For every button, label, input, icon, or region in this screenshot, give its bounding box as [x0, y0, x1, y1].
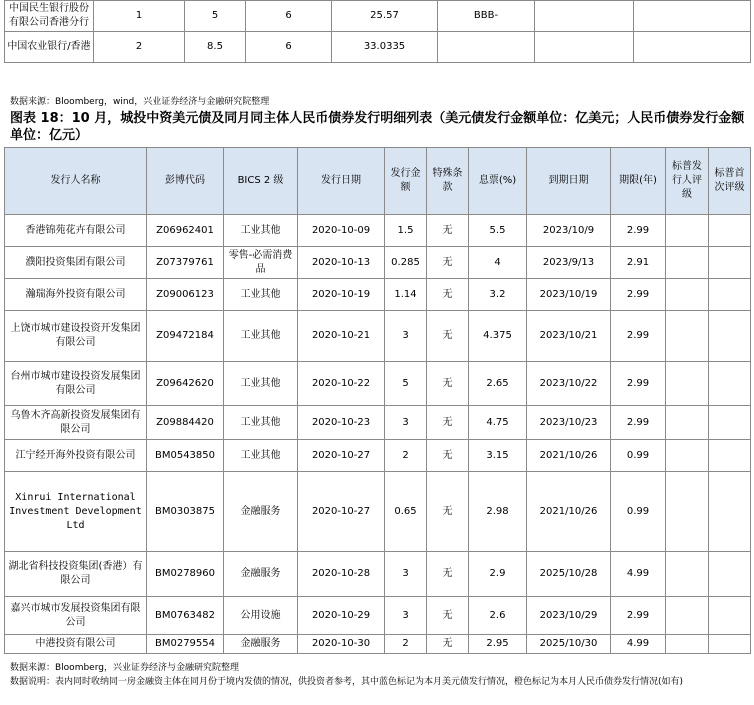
cell-issuer: 上饶市城市建设投资开发集团有限公司 — [5, 311, 147, 362]
cell-amount: 2 — [385, 440, 427, 472]
cell-amount: 2 — [385, 635, 427, 654]
prev-table-row — [5, 32, 751, 63]
prev-cell-c2: 5 — [185, 1, 246, 32]
cell-bics: 工业其他 — [224, 362, 298, 406]
cell-sp-first — [709, 635, 751, 654]
prev-cell-issuer: 中国农业银行/香港 — [5, 32, 94, 63]
cell-sp-issuer — [666, 635, 709, 654]
column-header: 到期日期 — [527, 148, 611, 215]
cell-bics: 工业其他 — [224, 279, 298, 311]
cell-special: 无 — [427, 311, 469, 362]
cell-maturity: 2023/10/9 — [527, 215, 611, 247]
cell-bics: 工业其他 — [224, 311, 298, 362]
cell-bics: 金融服务 — [224, 472, 298, 552]
cell-bics: 零售-必需消费品 — [224, 247, 298, 279]
cell-code: BM0303875 — [147, 472, 224, 552]
cell-date: 2020-10-28 — [298, 552, 385, 597]
cell-sp-first — [709, 247, 751, 279]
cell-issuer: 香港锦苑花卉有限公司 — [5, 215, 147, 247]
cell-code: Z07379761 — [147, 247, 224, 279]
cell-special: 无 — [427, 440, 469, 472]
cell-coupon: 4 — [469, 247, 527, 279]
header-row — [5, 148, 751, 215]
table-row — [5, 597, 751, 635]
cell-amount: 1.14 — [385, 279, 427, 311]
cell-issuer: 瀚瑞海外投资有限公司 — [5, 279, 147, 311]
cell-special: 无 — [427, 215, 469, 247]
table-row — [5, 406, 751, 440]
cell-issuer: Xinrui International Investment Development Ltd — [5, 472, 147, 552]
cell-special: 无 — [427, 406, 469, 440]
prev-cell-c6 — [535, 32, 634, 63]
table-row — [5, 215, 751, 247]
cell-coupon: 2.65 — [469, 362, 527, 406]
cell-sp-first — [709, 597, 751, 635]
table-row — [5, 311, 751, 362]
cell-issuer: 嘉兴市城市发展投资集团有限公司 — [5, 597, 147, 635]
cell-maturity: 2023/10/29 — [527, 597, 611, 635]
cell-maturity: 2025/10/28 — [527, 552, 611, 597]
cell-date: 2020-10-09 — [298, 215, 385, 247]
issuance-detail-table — [4, 147, 751, 654]
prev-cell-issuer: 中国民生银行股份有限公司香港分行 — [5, 1, 94, 32]
cell-sp-first — [709, 440, 751, 472]
cell-coupon: 5.5 — [469, 215, 527, 247]
cell-sp-issuer — [666, 552, 709, 597]
column-header: 发行日期 — [298, 148, 385, 215]
cell-date: 2020-10-13 — [298, 247, 385, 279]
table-row — [5, 247, 751, 279]
cell-bics: 工业其他 — [224, 215, 298, 247]
prev-cell-c1: 2 — [94, 32, 185, 63]
cell-term: 0.99 — [611, 440, 666, 472]
cell-amount: 0.285 — [385, 247, 427, 279]
cell-issuer: 江宁经开海外投资有限公司 — [5, 440, 147, 472]
cell-coupon: 2.98 — [469, 472, 527, 552]
cell-sp-issuer — [666, 597, 709, 635]
cell-amount: 0.65 — [385, 472, 427, 552]
cell-term: 2.91 — [611, 247, 666, 279]
prev-cell-c5: BBB- — [438, 1, 535, 32]
cell-amount: 1.5 — [385, 215, 427, 247]
cell-amount: 3 — [385, 552, 427, 597]
cell-bics: 工业其他 — [224, 406, 298, 440]
cell-coupon: 2.95 — [469, 635, 527, 654]
cell-date: 2020-10-30 — [298, 635, 385, 654]
cell-amount: 5 — [385, 362, 427, 406]
prev-cell-c2: 8.5 — [185, 32, 246, 63]
cell-code: Z09642620 — [147, 362, 224, 406]
cell-special: 无 — [427, 635, 469, 654]
cell-coupon: 4.375 — [469, 311, 527, 362]
prev-cell-c3: 6 — [246, 1, 332, 32]
column-header: 期限(年) — [611, 148, 666, 215]
cell-sp-first — [709, 279, 751, 311]
cell-sp-issuer — [666, 440, 709, 472]
prev-cell-c4: 33.0335 — [332, 32, 438, 63]
cell-sp-first — [709, 552, 751, 597]
column-header: 标普首次评级 — [709, 148, 751, 215]
cell-amount: 3 — [385, 597, 427, 635]
prev-cell-c1: 1 — [94, 1, 185, 32]
cell-bics: 金融服务 — [224, 552, 298, 597]
data-explanation: 数据说明：表内同时收纳同一房金融资主体在同月份于境内发债的情况，供投资者参考，其中蓝色标记为本月美元债发行情况，橙色标记为本月人民币债券发行情况(如有) — [10, 677, 684, 687]
prev-cell-c5 — [438, 32, 535, 63]
cell-maturity: 2025/10/30 — [527, 635, 611, 654]
column-header: BICS 2 级 — [224, 148, 298, 215]
column-header: 特殊条款 — [427, 148, 469, 215]
prev-cell-c4: 25.57 — [332, 1, 438, 32]
column-header: 标普发行人评级 — [666, 148, 709, 215]
cell-sp-issuer — [666, 362, 709, 406]
cell-coupon: 3.2 — [469, 279, 527, 311]
prev-cell-c7 — [634, 1, 751, 32]
table-row — [5, 362, 751, 406]
table-row — [5, 635, 751, 654]
table-caption: 图表 18：10 月，城投中资美元债及同月同主体人民币债券发行明细列表（美元债发行金额单位：亿美元；人民币债券发行金额单位：亿元） — [10, 111, 745, 143]
cell-bics: 公用设施 — [224, 597, 298, 635]
cell-coupon: 2.6 — [469, 597, 527, 635]
cell-date: 2020-10-27 — [298, 472, 385, 552]
cell-sp-issuer — [666, 215, 709, 247]
cell-sp-issuer — [666, 406, 709, 440]
cell-issuer: 濮阳投资集团有限公司 — [5, 247, 147, 279]
cell-maturity: 2023/10/23 — [527, 406, 611, 440]
cell-date: 2020-10-22 — [298, 362, 385, 406]
cell-date: 2020-10-21 — [298, 311, 385, 362]
cell-maturity: 2021/10/26 — [527, 440, 611, 472]
cell-term: 2.99 — [611, 362, 666, 406]
cell-code: Z09006123 — [147, 279, 224, 311]
cell-issuer: 湖北省科技投资集团(香港）有限公司 — [5, 552, 147, 597]
cell-sp-issuer — [666, 247, 709, 279]
source-note-bottom: 数据来源：Bloomberg，兴业证券经济与金融研究院整理 — [10, 663, 239, 673]
previous-table-tail — [4, 0, 751, 63]
cell-sp-issuer — [666, 311, 709, 362]
cell-coupon: 4.75 — [469, 406, 527, 440]
cell-term: 2.99 — [611, 215, 666, 247]
cell-date: 2020-10-23 — [298, 406, 385, 440]
table-row — [5, 279, 751, 311]
prev-cell-c7 — [634, 32, 751, 63]
cell-special: 无 — [427, 279, 469, 311]
cell-term: 2.99 — [611, 597, 666, 635]
column-header: 息票(%) — [469, 148, 527, 215]
cell-amount: 3 — [385, 311, 427, 362]
cell-sp-first — [709, 311, 751, 362]
cell-maturity: 2023/10/22 — [527, 362, 611, 406]
cell-sp-first — [709, 406, 751, 440]
cell-special: 无 — [427, 362, 469, 406]
table-row — [5, 552, 751, 597]
cell-bics: 工业其他 — [224, 440, 298, 472]
column-header: 发行金额 — [385, 148, 427, 215]
cell-maturity: 2023/10/19 — [527, 279, 611, 311]
cell-code: Z06962401 — [147, 215, 224, 247]
column-header: 彭博代码 — [147, 148, 224, 215]
cell-code: BM0278960 — [147, 552, 224, 597]
cell-date: 2020-10-19 — [298, 279, 385, 311]
cell-sp-first — [709, 215, 751, 247]
cell-date: 2020-10-27 — [298, 440, 385, 472]
cell-maturity: 2023/10/21 — [527, 311, 611, 362]
cell-special: 无 — [427, 247, 469, 279]
cell-special: 无 — [427, 472, 469, 552]
cell-term: 4.99 — [611, 635, 666, 654]
cell-code: BM0543850 — [147, 440, 224, 472]
column-header: 发行人名称 — [5, 148, 147, 215]
cell-special: 无 — [427, 552, 469, 597]
cell-sp-issuer — [666, 472, 709, 552]
prev-table-row — [5, 1, 751, 32]
table-row — [5, 472, 751, 552]
cell-coupon: 2.9 — [469, 552, 527, 597]
cell-issuer: 中港投资有限公司 — [5, 635, 147, 654]
cell-maturity: 2023/9/13 — [527, 247, 611, 279]
cell-bics: 金融服务 — [224, 635, 298, 654]
cell-term: 4.99 — [611, 552, 666, 597]
cell-term: 2.99 — [611, 406, 666, 440]
cell-special: 无 — [427, 597, 469, 635]
cell-code: Z09884420 — [147, 406, 224, 440]
cell-code: Z09472184 — [147, 311, 224, 362]
prev-cell-c3: 6 — [246, 32, 332, 63]
cell-term: 2.99 — [611, 279, 666, 311]
cell-sp-first — [709, 472, 751, 552]
cell-sp-issuer — [666, 279, 709, 311]
cell-code: BM0763482 — [147, 597, 224, 635]
cell-sp-first — [709, 362, 751, 406]
cell-date: 2020-10-29 — [298, 597, 385, 635]
cell-issuer: 乌鲁木齐高新投资发展集团有限公司 — [5, 406, 147, 440]
source-note-top: 数据来源：Bloomberg，wind，兴业证券经济与金融研究院整理 — [10, 97, 270, 107]
cell-term: 0.99 — [611, 472, 666, 552]
cell-code: BM0279554 — [147, 635, 224, 654]
prev-cell-c6 — [535, 1, 634, 32]
table-row — [5, 440, 751, 472]
cell-term: 2.99 — [611, 311, 666, 362]
cell-amount: 3 — [385, 406, 427, 440]
cell-maturity: 2021/10/26 — [527, 472, 611, 552]
cell-issuer: 台州市城市建设投资发展集团有限公司 — [5, 362, 147, 406]
cell-coupon: 3.15 — [469, 440, 527, 472]
